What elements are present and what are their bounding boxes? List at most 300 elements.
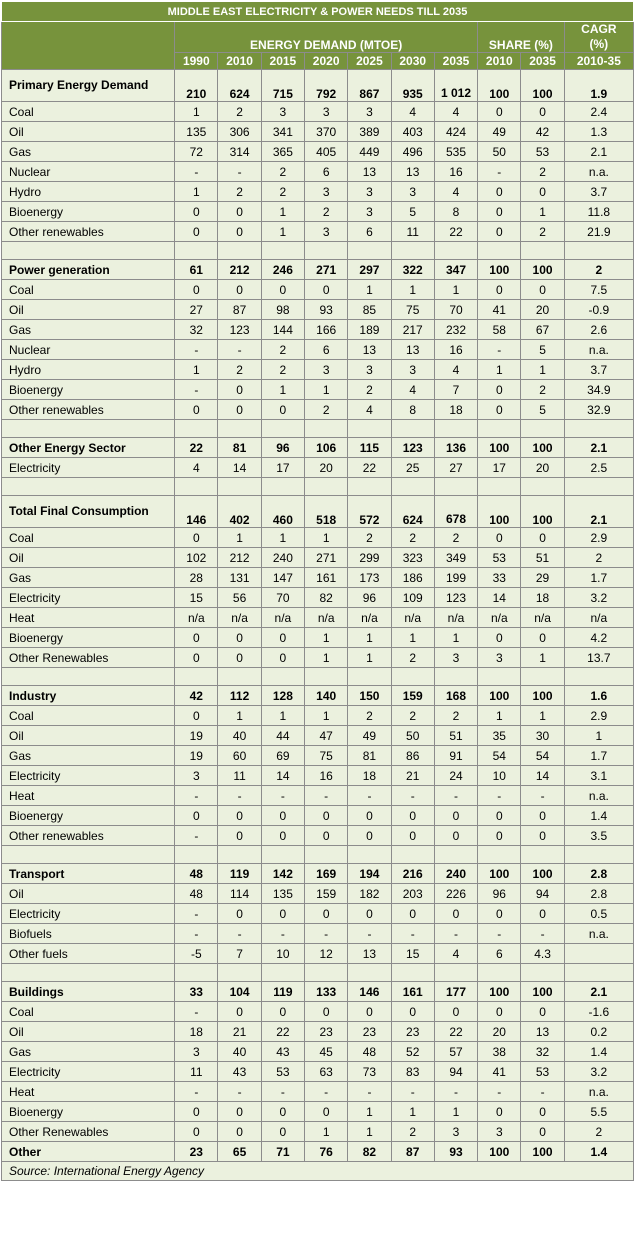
- share-cell: -: [521, 924, 564, 944]
- demand-cell: 75: [305, 746, 348, 766]
- demand-cell: 32: [175, 320, 218, 340]
- cagr-cell: n.a.: [564, 1082, 633, 1102]
- share-cell: 35: [478, 726, 521, 746]
- demand-cell: 0: [218, 628, 261, 648]
- demand-cell: 0: [261, 400, 304, 420]
- demand-cell: 1: [261, 528, 304, 548]
- spacer-cell: [218, 420, 261, 438]
- demand-cell: -: [348, 924, 391, 944]
- table-row: [2, 360, 634, 380]
- demand-cell: 1: [175, 182, 218, 202]
- demand-cell: 11: [175, 1062, 218, 1082]
- share-cell: 94: [521, 884, 564, 904]
- demand-cell: 19: [175, 746, 218, 766]
- row-label: Bioenergy: [2, 202, 175, 222]
- cagr-cell: 1.4: [564, 806, 633, 826]
- share-cell: 100: [521, 864, 564, 884]
- spacer-cell: [175, 420, 218, 438]
- demand-cell: 0: [434, 1002, 477, 1022]
- demand-cell: 44: [261, 726, 304, 746]
- cagr-cell: 32.9: [564, 400, 633, 420]
- spacer-cell: [348, 478, 391, 496]
- spacer-cell: [348, 964, 391, 982]
- demand-cell: 96: [261, 438, 304, 458]
- spacer-cell: [261, 964, 304, 982]
- demand-cell: -: [218, 162, 261, 182]
- demand-cell: 23: [391, 1022, 434, 1042]
- demand-cell: 12: [305, 944, 348, 964]
- year-header: 2020: [305, 53, 348, 70]
- demand-cell: 1 012: [434, 70, 477, 102]
- demand-cell: 40: [218, 1042, 261, 1062]
- spacer-row: [2, 964, 634, 982]
- demand-cell: 135: [261, 884, 304, 904]
- row-label: Other fuels: [2, 944, 175, 964]
- demand-cell: 0: [261, 280, 304, 300]
- demand-cell: 18: [175, 1022, 218, 1042]
- demand-cell: 63: [305, 1062, 348, 1082]
- spacer-cell: [521, 420, 564, 438]
- demand-cell: n/a: [434, 608, 477, 628]
- demand-cell: 0: [175, 648, 218, 668]
- demand-cell: 186: [391, 568, 434, 588]
- cagr-cell: [564, 944, 633, 964]
- demand-cell: 0: [175, 222, 218, 242]
- demand-cell: 173: [348, 568, 391, 588]
- demand-cell: 86: [391, 746, 434, 766]
- cagr-cell: 2.1: [564, 496, 633, 528]
- spacer-cell: [305, 420, 348, 438]
- share-cell: 1: [521, 648, 564, 668]
- demand-cell: 226: [434, 884, 477, 904]
- row-label: Nuclear: [2, 162, 175, 182]
- table-row: [2, 380, 634, 400]
- row-label: Nuclear: [2, 340, 175, 360]
- demand-cell: 4: [434, 102, 477, 122]
- spacer-cell: [478, 846, 521, 864]
- row-label: Bioenergy: [2, 628, 175, 648]
- demand-cell: 7: [218, 944, 261, 964]
- spacer-row: [2, 846, 634, 864]
- demand-cell: -: [305, 786, 348, 806]
- demand-cell: 27: [434, 458, 477, 478]
- spacer-row: [2, 668, 634, 686]
- share-cell: 0: [478, 202, 521, 222]
- demand-cell: 2: [348, 380, 391, 400]
- table-row: [2, 944, 634, 964]
- spacer-cell: [434, 242, 477, 260]
- demand-cell: 0: [391, 1002, 434, 1022]
- demand-cell: 43: [261, 1042, 304, 1062]
- demand-cell: 42: [175, 686, 218, 706]
- row-label: Electricity: [2, 766, 175, 786]
- demand-cell: 2: [261, 360, 304, 380]
- demand-cell: 2: [305, 202, 348, 222]
- table-row: [2, 142, 634, 162]
- spacer-label-cell: [2, 846, 175, 864]
- demand-cell: -: [434, 786, 477, 806]
- demand-cell: 82: [305, 588, 348, 608]
- demand-cell: 10: [261, 944, 304, 964]
- spacer-cell: [175, 668, 218, 686]
- cagr-period-header: 2010-35: [564, 53, 633, 70]
- cagr-cell: 2.9: [564, 706, 633, 726]
- share-cell: 2: [521, 162, 564, 182]
- demand-cell: 1: [434, 280, 477, 300]
- demand-cell: 13: [391, 162, 434, 182]
- share-cell: 100: [478, 686, 521, 706]
- demand-cell: 322: [391, 260, 434, 280]
- demand-cell: 323: [391, 548, 434, 568]
- cagr-cell: 1.7: [564, 746, 633, 766]
- table-row: [2, 904, 634, 924]
- cagr-cell: 1.4: [564, 1042, 633, 1062]
- share-cell: 100: [478, 438, 521, 458]
- demand-cell: 212: [218, 260, 261, 280]
- share-cell: 0: [478, 182, 521, 202]
- demand-cell: 0: [261, 1102, 304, 1122]
- demand-cell: 389: [348, 122, 391, 142]
- demand-cell: 3: [434, 1122, 477, 1142]
- demand-cell: n/a: [391, 608, 434, 628]
- demand-cell: 8: [391, 400, 434, 420]
- demand-cell: 0: [305, 280, 348, 300]
- demand-cell: -: [261, 1082, 304, 1102]
- demand-cell: -: [305, 1082, 348, 1102]
- cagr-cell: 1.7: [564, 568, 633, 588]
- demand-cell: 189: [348, 320, 391, 340]
- demand-cell: 403: [391, 122, 434, 142]
- demand-cell: 460: [261, 496, 304, 528]
- energy-demand-header: ENERGY DEMAND (MTOE): [175, 22, 478, 53]
- demand-cell: 0: [218, 904, 261, 924]
- demand-cell: 147: [261, 568, 304, 588]
- share-cell: 38: [478, 1042, 521, 1062]
- row-label: Bioenergy: [2, 380, 175, 400]
- cagr-cell: 1.3: [564, 122, 633, 142]
- demand-cell: 70: [261, 588, 304, 608]
- cagr-cell: 2.5: [564, 458, 633, 478]
- table-row: [2, 458, 634, 478]
- row-label: Coal: [2, 528, 175, 548]
- cagr-cell: 2.6: [564, 320, 633, 340]
- demand-cell: n/a: [305, 608, 348, 628]
- share-cell: 100: [521, 70, 564, 102]
- table-body: [2, 70, 634, 1162]
- demand-cell: 2: [348, 706, 391, 726]
- demand-cell: 6: [348, 222, 391, 242]
- row-label: Other Renewables: [2, 648, 175, 668]
- demand-cell: -: [175, 162, 218, 182]
- spacer-cell: [218, 846, 261, 864]
- share-cell: 41: [478, 300, 521, 320]
- cagr-cell: 2.1: [564, 142, 633, 162]
- demand-cell: 146: [175, 496, 218, 528]
- demand-cell: 0: [305, 904, 348, 924]
- demand-cell: 45: [305, 1042, 348, 1062]
- cagr-cell: 1.9: [564, 70, 633, 102]
- table-row: [2, 202, 634, 222]
- share-cell: -: [478, 786, 521, 806]
- demand-cell: 48: [175, 884, 218, 904]
- demand-cell: 123: [218, 320, 261, 340]
- demand-cell: 1: [434, 628, 477, 648]
- share-cell: 1: [478, 360, 521, 380]
- spacer-cell: [434, 668, 477, 686]
- demand-cell: 370: [305, 122, 348, 142]
- demand-cell: 53: [261, 1062, 304, 1082]
- demand-cell: 572: [348, 496, 391, 528]
- demand-cell: 0: [305, 806, 348, 826]
- demand-cell: 21: [391, 766, 434, 786]
- cagr-cell: 4.2: [564, 628, 633, 648]
- demand-cell: 16: [434, 162, 477, 182]
- demand-cell: 341: [261, 122, 304, 142]
- row-label: Electricity: [2, 588, 175, 608]
- demand-cell: 4: [434, 360, 477, 380]
- cagr-cell: n/a: [564, 608, 633, 628]
- share-cell: 49: [478, 122, 521, 142]
- demand-cell: 3: [348, 102, 391, 122]
- demand-cell: 0: [261, 628, 304, 648]
- spacer-cell: [175, 846, 218, 864]
- cagr-cell: 2.8: [564, 864, 633, 884]
- demand-cell: 102: [175, 548, 218, 568]
- share-cell: 0: [478, 1002, 521, 1022]
- cagr-cell: 5.5: [564, 1102, 633, 1122]
- table-row: [2, 1082, 634, 1102]
- table-row: [2, 102, 634, 122]
- share-cell: 0: [521, 280, 564, 300]
- demand-cell: 314: [218, 142, 261, 162]
- demand-cell: 2: [434, 706, 477, 726]
- row-label: Other renewables: [2, 222, 175, 242]
- demand-cell: 424: [434, 122, 477, 142]
- demand-cell: 0: [434, 826, 477, 846]
- demand-cell: 0: [261, 1002, 304, 1022]
- cagr-cell: 2: [564, 1122, 633, 1142]
- demand-cell: -: [434, 1082, 477, 1102]
- demand-cell: 43: [218, 1062, 261, 1082]
- share-header: SHARE (%): [478, 22, 565, 53]
- demand-cell: 13: [391, 340, 434, 360]
- share-cell: 54: [478, 746, 521, 766]
- demand-cell: 119: [261, 982, 304, 1002]
- demand-cell: 27: [175, 300, 218, 320]
- cagr-cell: 2.9: [564, 528, 633, 548]
- table-title: MIDDLE EAST ELECTRICITY & POWER NEEDS TILL 2035: [2, 2, 634, 22]
- spacer-cell: [434, 420, 477, 438]
- share-cell: 53: [521, 1062, 564, 1082]
- demand-cell: 6: [305, 162, 348, 182]
- demand-cell: 15: [175, 588, 218, 608]
- table-row: [2, 320, 634, 340]
- share-cell: 54: [521, 746, 564, 766]
- demand-cell: 40: [218, 726, 261, 746]
- demand-cell: 867: [348, 70, 391, 102]
- demand-cell: 0: [391, 826, 434, 846]
- row-label: Oil: [2, 548, 175, 568]
- demand-cell: 624: [391, 496, 434, 528]
- spacer-cell: [564, 478, 633, 496]
- row-label: Transport: [2, 864, 175, 884]
- share-cell: 1: [521, 360, 564, 380]
- demand-cell: 16: [434, 340, 477, 360]
- demand-cell: 85: [348, 300, 391, 320]
- demand-cell: 0: [261, 904, 304, 924]
- table-row: [2, 222, 634, 242]
- table-row: [2, 1062, 634, 1082]
- demand-cell: 0: [348, 1002, 391, 1022]
- demand-cell: 150: [348, 686, 391, 706]
- demand-cell: 6: [305, 340, 348, 360]
- share-cell: 14: [478, 588, 521, 608]
- share-cell: 0: [521, 1002, 564, 1022]
- share-cell: 50: [478, 142, 521, 162]
- demand-cell: 1: [305, 706, 348, 726]
- share-cell: 0: [478, 102, 521, 122]
- demand-cell: 449: [348, 142, 391, 162]
- demand-cell: 0: [218, 1002, 261, 1022]
- spacer-cell: [261, 420, 304, 438]
- demand-cell: -: [218, 1082, 261, 1102]
- demand-cell: 1: [348, 628, 391, 648]
- row-label: Gas: [2, 746, 175, 766]
- table-row: [2, 280, 634, 300]
- demand-cell: 13: [348, 162, 391, 182]
- share-cell: 0: [478, 628, 521, 648]
- demand-cell: 0: [175, 280, 218, 300]
- demand-cell: 11: [218, 766, 261, 786]
- demand-cell: 1: [261, 380, 304, 400]
- row-label: Other: [2, 1142, 175, 1162]
- share-cell: 0: [478, 806, 521, 826]
- demand-cell: 232: [434, 320, 477, 340]
- demand-cell: 0: [175, 628, 218, 648]
- spacer-cell: [434, 964, 477, 982]
- demand-cell: 71: [261, 1142, 304, 1162]
- demand-cell: 75: [391, 300, 434, 320]
- spacer-cell: [348, 846, 391, 864]
- demand-cell: 1: [305, 528, 348, 548]
- share-cell: 10: [478, 766, 521, 786]
- demand-cell: 81: [348, 746, 391, 766]
- table-row: [2, 746, 634, 766]
- share-cell: 100: [521, 982, 564, 1002]
- demand-cell: 24: [434, 766, 477, 786]
- row-label: Gas: [2, 320, 175, 340]
- demand-cell: n/a: [348, 608, 391, 628]
- cagr-cell: 34.9: [564, 380, 633, 400]
- demand-cell: 161: [305, 568, 348, 588]
- share-cell: 14: [521, 766, 564, 786]
- table-row: [2, 162, 634, 182]
- spacer-cell: [478, 964, 521, 982]
- demand-cell: 133: [305, 982, 348, 1002]
- demand-cell: 25: [391, 458, 434, 478]
- demand-cell: 48: [348, 1042, 391, 1062]
- demand-cell: 3: [348, 202, 391, 222]
- share-cell: 100: [521, 260, 564, 280]
- share-cell: 51: [521, 548, 564, 568]
- cagr-cell: 3.2: [564, 1062, 633, 1082]
- demand-cell: 3: [391, 182, 434, 202]
- share-cell: -: [478, 162, 521, 182]
- cagr-cell: n.a.: [564, 924, 633, 944]
- row-label: Oil: [2, 726, 175, 746]
- demand-cell: -: [261, 924, 304, 944]
- row-label: Electricity: [2, 904, 175, 924]
- share-cell: 1: [521, 706, 564, 726]
- demand-cell: 7: [434, 380, 477, 400]
- year-header: 1990: [175, 53, 218, 70]
- spacer-cell: [261, 478, 304, 496]
- demand-cell: 13: [348, 340, 391, 360]
- table-row: [2, 1102, 634, 1122]
- demand-cell: 87: [218, 300, 261, 320]
- table-row: [2, 568, 634, 588]
- demand-cell: 0: [434, 806, 477, 826]
- demand-cell: 140: [305, 686, 348, 706]
- demand-cell: 0: [175, 1102, 218, 1122]
- row-label: Other renewables: [2, 400, 175, 420]
- row-label: Total Final Consumption: [2, 496, 175, 528]
- share-cell: 18: [521, 588, 564, 608]
- cagr-cell: 2: [564, 260, 633, 280]
- demand-cell: 73: [348, 1062, 391, 1082]
- spacer-cell: [348, 668, 391, 686]
- demand-cell: -: [218, 340, 261, 360]
- demand-cell: 349: [434, 548, 477, 568]
- demand-cell: 72: [175, 142, 218, 162]
- table-row: [2, 608, 634, 628]
- row-label: Heat: [2, 1082, 175, 1102]
- demand-cell: 33: [175, 982, 218, 1002]
- table-row: [2, 528, 634, 548]
- spacer-row: [2, 420, 634, 438]
- table-row: [2, 826, 634, 846]
- table-row: [2, 300, 634, 320]
- demand-cell: 69: [261, 746, 304, 766]
- demand-cell: 1: [261, 222, 304, 242]
- table-row: [2, 548, 634, 568]
- cagr-cell: 3.1: [564, 766, 633, 786]
- demand-cell: -: [218, 786, 261, 806]
- demand-cell: 518: [305, 496, 348, 528]
- cagr-cell: 2.1: [564, 438, 633, 458]
- demand-cell: 96: [348, 588, 391, 608]
- spacer-label-cell: [2, 964, 175, 982]
- demand-cell: 217: [391, 320, 434, 340]
- spacer-cell: [521, 964, 564, 982]
- share-cell: 100: [478, 70, 521, 102]
- spacer-label-cell: [2, 668, 175, 686]
- share-cell: 100: [478, 864, 521, 884]
- demand-cell: 76: [305, 1142, 348, 1162]
- share-cell: 17: [478, 458, 521, 478]
- demand-cell: 1: [261, 202, 304, 222]
- demand-cell: 15: [391, 944, 434, 964]
- table-row: [2, 766, 634, 786]
- demand-cell: 131: [218, 568, 261, 588]
- table-row: [2, 806, 634, 826]
- row-label: Hydro: [2, 360, 175, 380]
- demand-cell: 159: [305, 884, 348, 904]
- demand-cell: 52: [391, 1042, 434, 1062]
- demand-cell: 2: [348, 528, 391, 548]
- row-label: Buildings: [2, 982, 175, 1002]
- demand-cell: 1: [305, 628, 348, 648]
